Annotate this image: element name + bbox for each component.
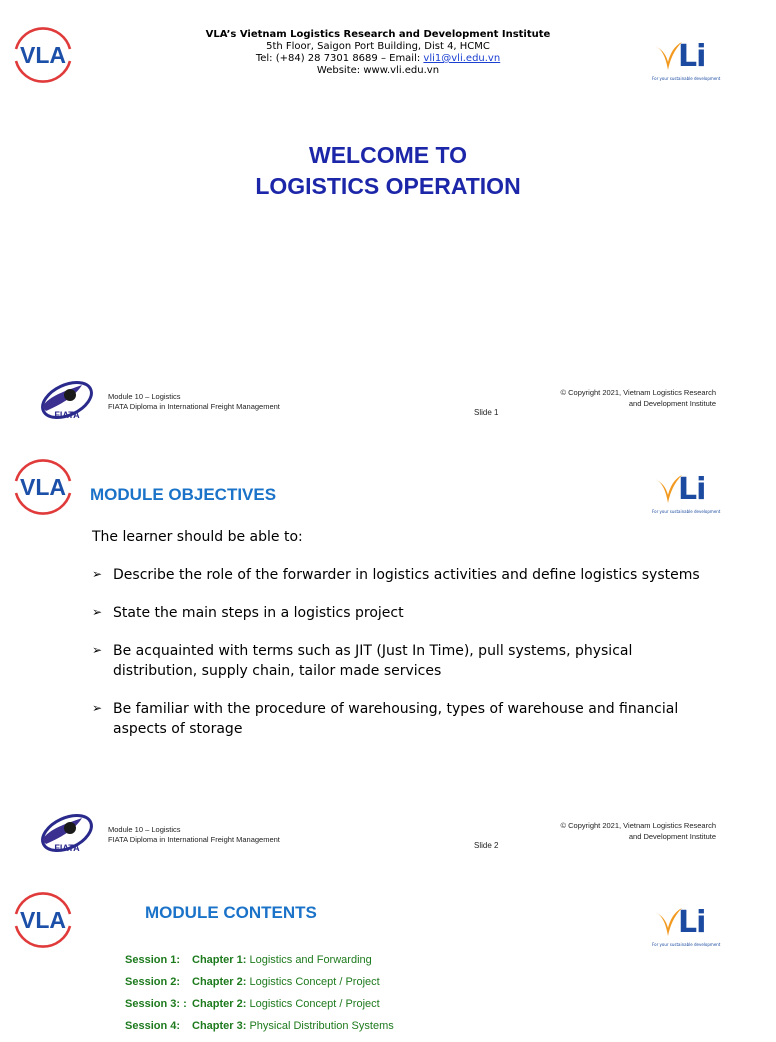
institute-header xyxy=(170,29,586,77)
list-item xyxy=(92,603,712,623)
institute-contact xyxy=(170,53,586,65)
vla-logo-text: VLA xyxy=(20,907,66,933)
fiata-logo-text: FIATA xyxy=(54,843,80,853)
list-item xyxy=(92,641,712,681)
session-chapter xyxy=(192,998,380,1010)
footer-copyright-line-1: © Copyright 2021, Vietnam Logistics Research xyxy=(560,821,716,830)
footer-copyright-line-1: © Copyright 2021, Vietnam Logistics Research xyxy=(560,388,716,397)
vli-logo-text: Li xyxy=(678,39,706,74)
vli-logo-text: Li xyxy=(678,905,706,940)
session-chapter xyxy=(192,1020,394,1032)
list-item-text: Describe the role of the forwarder in logistics activities and define logistics systems xyxy=(113,567,700,583)
footer-module-line-2: FIATA Diploma in International Freight Management xyxy=(108,401,280,411)
list-item xyxy=(92,565,712,585)
slide-2 xyxy=(0,433,768,866)
chapter-name: Logistics and Forwarding xyxy=(246,954,372,966)
fiata-logo-mark xyxy=(36,377,98,423)
institute-tel: Tel: (+84) 28 7301 8689 – Email: xyxy=(255,53,424,64)
vli-logo-tagline: For your sustainable development xyxy=(652,76,721,81)
fiata-logo-text: FIATA xyxy=(54,410,80,420)
objectives-list xyxy=(92,565,712,757)
chapter-name: Physical Distribution Systems xyxy=(246,1020,394,1032)
slide-title: MODULE OBJECTIVES xyxy=(90,485,277,504)
footer-module-line-1: Module 10 – Logistics xyxy=(108,392,181,401)
vla-logo-mark xyxy=(8,19,78,89)
fiata-logo xyxy=(36,810,98,854)
vli-logo-tagline: For your sustainable development xyxy=(652,942,721,947)
arrow-bullet-icon: ➢ xyxy=(92,605,103,619)
chapter-number: Chapter 2: xyxy=(192,976,247,988)
session-label: Session 3: : xyxy=(125,998,187,1010)
slide-number: Slide 1 xyxy=(474,408,499,417)
chapter-number: Chapter 3: xyxy=(192,1020,247,1032)
vli-logo-text: Li xyxy=(678,472,706,507)
arrow-bullet-icon: ➢ xyxy=(92,643,103,657)
institute-address: 5th Floor, Saigon Port Building, Dist 4, HCMC xyxy=(266,41,490,52)
fiata-logo-mark xyxy=(36,810,98,856)
chapter-name: Logistics Concept / Project xyxy=(246,976,380,988)
footer-copyright xyxy=(496,387,716,409)
list-item-text: Be familiar with the procedure of warehousing, types of warehouse and financial aspects of storage xyxy=(113,701,679,737)
institute-website: Website: www.vli.edu.vn xyxy=(316,65,440,76)
footer-module xyxy=(108,825,280,844)
slide-title: MODULE CONTENTS xyxy=(145,903,317,922)
chapter-number: Chapter 2: xyxy=(192,998,247,1010)
vli-logo xyxy=(652,905,721,950)
vla-logo xyxy=(8,884,78,954)
welcome-line-1: WELCOME TO xyxy=(308,142,467,168)
footer-copyright xyxy=(496,820,716,842)
list-item xyxy=(92,699,712,739)
chapter-name: Logistics Concept / Project xyxy=(246,998,380,1010)
slide-number: Slide 2 xyxy=(474,841,499,850)
footer-module-line-2: FIATA Diploma in International Freight Management xyxy=(108,834,280,844)
chapter-number: Chapter 1: xyxy=(192,954,247,966)
welcome-title xyxy=(0,140,776,202)
footer-module-line-1: Module 10 – Logistics xyxy=(108,825,181,834)
list-item-text: Be acquainted with terms such as JIT (Just In Time), pull systems, physical distribution, supply chain, tailor made services xyxy=(113,643,633,679)
slide-1 xyxy=(0,0,768,433)
vli-logo xyxy=(652,472,721,517)
vla-logo-text: VLA xyxy=(20,474,66,500)
list-item-text: State the main steps in a logistics project xyxy=(113,605,404,621)
welcome-line-2: LOGISTICS OPERATION xyxy=(255,173,521,199)
footer-module xyxy=(108,392,280,411)
vla-logo xyxy=(8,451,78,521)
vla-logo-mark xyxy=(8,451,78,521)
footer-copyright-line-2: and Development Institute xyxy=(628,399,716,408)
vla-logo-text: VLA xyxy=(20,42,66,68)
session-chapter xyxy=(192,976,380,988)
session-label: Session 4: xyxy=(125,1020,181,1032)
slide-3 xyxy=(0,866,768,1032)
arrow-bullet-icon: ➢ xyxy=(92,701,103,715)
vli-logo xyxy=(652,39,721,84)
objectives-lead: The learner should be able to: xyxy=(92,529,303,545)
arrow-bullet-icon: ➢ xyxy=(92,567,103,581)
fiata-logo xyxy=(36,377,98,421)
vla-logo-mark xyxy=(8,884,78,954)
session-label: Session 1: xyxy=(125,954,181,966)
footer-copyright-line-2: and Development Institute xyxy=(628,832,716,841)
session-label: Session 2: xyxy=(125,976,181,988)
email-link[interactable]: vli1@vli.edu.vn xyxy=(423,53,501,64)
session-chapter xyxy=(192,954,372,966)
vli-logo-tagline: For your sustainable development xyxy=(652,509,721,514)
institute-name: VLA’s Vietnam Logistics Research and Development Institute xyxy=(205,29,551,40)
vla-logo xyxy=(8,19,78,89)
